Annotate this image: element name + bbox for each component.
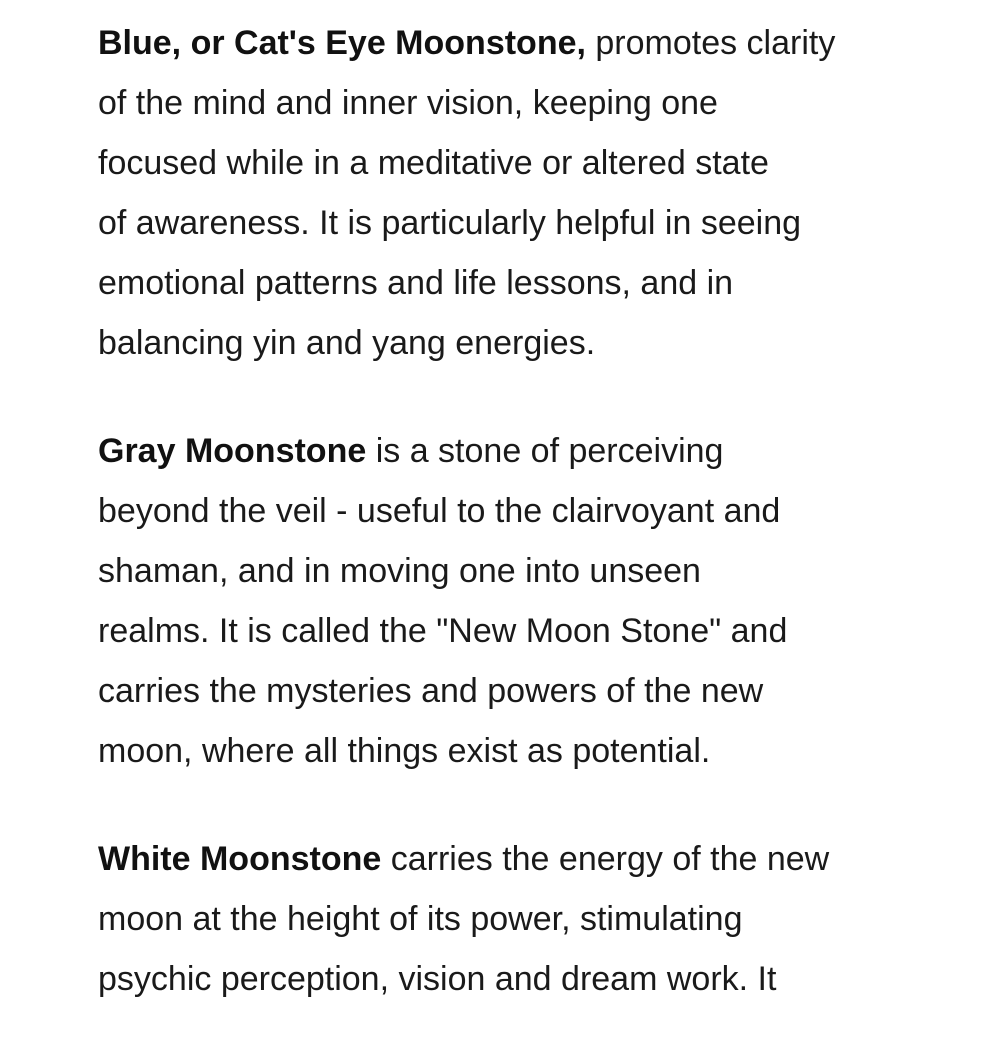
paragraph-line: psychic perception, vision and dream work. It: [98, 960, 777, 998]
paragraph-line: shaman, and in moving one into unseen: [98, 552, 701, 590]
paragraph-text: promotes clarity: [585, 24, 836, 62]
paragraph-line: [98, 829, 928, 889]
article-body: [98, 13, 928, 1057]
paragraph-line: realms. It is called the "New Moon Stone" and: [98, 612, 788, 650]
paragraph-text: is a stone of perceiving: [366, 432, 724, 470]
paragraph-blue-moonstone: [98, 13, 928, 373]
stone-name-heading: White Moonstone: [98, 840, 382, 878]
paragraph-line: focused while in a meditative or altered state: [98, 144, 769, 182]
paragraph-line: moon, where all things exist as potential.: [98, 732, 711, 770]
paragraph-gray-moonstone: [98, 421, 928, 781]
paragraph-line: carries the mysteries and powers of the new: [98, 672, 764, 710]
stone-name-heading: Gray Moonstone: [98, 432, 367, 470]
paragraph-text: carries the energy of the new: [381, 840, 830, 878]
paragraph-line: of the mind and inner vision, keeping one: [98, 84, 718, 122]
paragraph-line: beyond the veil - useful to the clairvoyant and: [98, 492, 781, 530]
paragraph-line: of awareness. It is particularly helpful in seeing: [98, 204, 802, 242]
paragraph-line: [98, 421, 928, 481]
paragraph-line: balancing yin and yang energies.: [98, 324, 596, 362]
paragraph-white-moonstone: [98, 829, 928, 1009]
paragraph-line: moon at the height of its power, stimulating: [98, 900, 743, 938]
paragraph-line: [98, 13, 928, 73]
stone-name-heading: Blue, or Cat's Eye Moonstone,: [98, 24, 586, 62]
paragraph-line: emotional patterns and life lessons, and in: [98, 264, 734, 302]
